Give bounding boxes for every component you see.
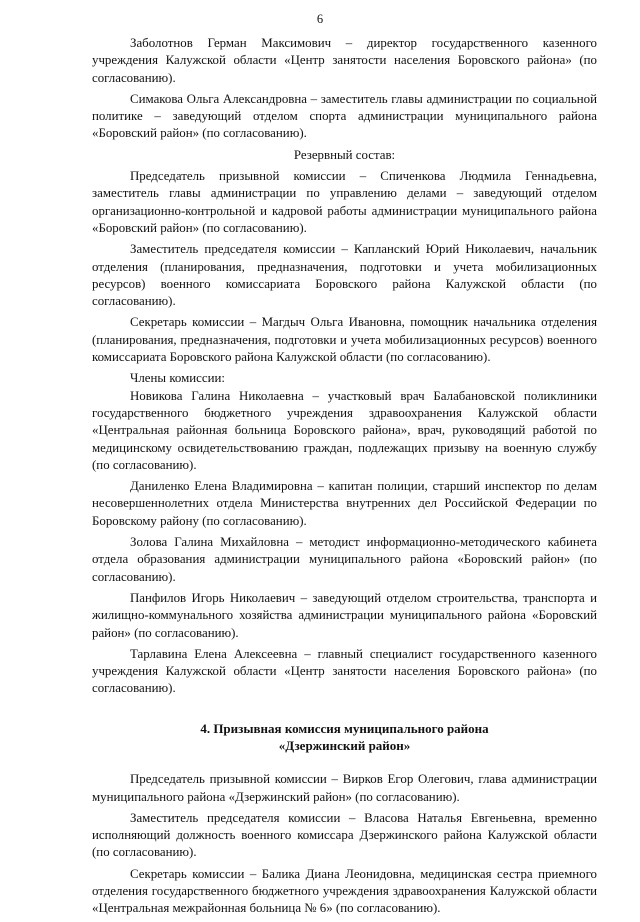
reserve-heading: Резервный состав: — [293, 147, 396, 162]
reserve-secretary: Секретарь комиссии – Магдыч Ольга Ивановна, помощник начальника отделения (планирования, предназначения, подготовки и учета мобилизационных ресурсов) военного комиссариата Боровского района Калужской области (по согласованию). — [92, 315, 597, 365]
member-zolova: Золова Галина Михайловна – методист информационно-методического кабинета отдела образования администрации муниципального района «Боровский район» (по согласованию). — [92, 535, 597, 584]
section-4-deputy-chairman: Заместитель председателя комиссии – Власова Наталья Евгеньевна, временно исполняющий должность военного комиссара Дзержинского района Калужской области (по согласованию). — [92, 810, 597, 860]
section-4-chairman: Председатель призывной комиссии – Вирков Егор Олегович, глава администрации муниципального района «Дзержинский район» (по согласованию). — [92, 772, 597, 804]
member-simakova: Симакова Ольга Александровна – заместитель главы администрации по социальной политике – заведующий отделом спорта администрации муниципального района «Боровский район» (по согласованию). — [92, 91, 597, 141]
member-danilenko: Даниленко Елена Владимировна – капитан полиции, старший инспектор по делам несовершеннолетних отдела Министерства внутренних дел Российской Федерации по Боровскому району (по согласованию). — [92, 479, 597, 528]
section-4-title-line1: 4. Призывная комиссия муниципального района — [200, 720, 489, 736]
section-4-title-line2: «Дзержинский район» — [278, 737, 411, 753]
section-4-title — [92, 720, 597, 755]
section-4-secretary: Секретарь комиссии – Балика Диана Леонидовна, медицинская сестра приемного отделения государственного бюджетного учреждения здравоохранения Калужской области «Центральная межрайонная больница № 6» (по согласованию). — [92, 866, 597, 916]
member-tarlavina: Тарлавина Елена Алексеевна – главный специалист государственного казенного учреждения Калужской области «Центр занятости населения Боровского района» (по согласованию). — [92, 646, 597, 696]
section-spacer — [92, 702, 597, 720]
reserve-chairman: Председатель призывной комиссии – Спиченкова Людмила Геннадьевна, заместитель главы администрации по управлению делами – заведующий отделом организационно-контрольной и кадровой работы администрации муниципального района «Боровский район» (по согласованию). — [92, 169, 597, 235]
reserve-deputy-chairman: Заместитель председателя комиссии – Капланский Юрий Николаевич, начальник отделения (планирования, предназначения, подготовки и учета мобилизационных ресурсов) военного комиссариата Боровского района Калужской области (по согласованию). — [92, 242, 597, 309]
member-zabolotnov: Заболотнов Герман Максимович – директор государственного казенного учреждения Калужской области «Центр занятости населения Боровского района» (по согласованию). — [92, 36, 597, 85]
page-number: 6 — [316, 12, 324, 26]
members-label: Члены комиссии: — [130, 371, 225, 386]
member-novikova: Новикова Галина Николаевна – участковый врач Балабановской поликлиники государственного бюджетного учреждения здравоохранения Калужской области «Центральная районная больница Боровского района», врач, руководящий работой по медицинскому освидетельствованию граждан, подлежащих призыву на военную службу (по согласованию). — [92, 388, 597, 472]
document-body — [92, 35, 597, 922]
member-panfilov: Панфилов Игорь Николаевич – заведующий отделом строительства, транспорта и жилищно-коммунального хозяйства администрации муниципального района «Боровский район» (по согласованию). — [92, 590, 597, 640]
